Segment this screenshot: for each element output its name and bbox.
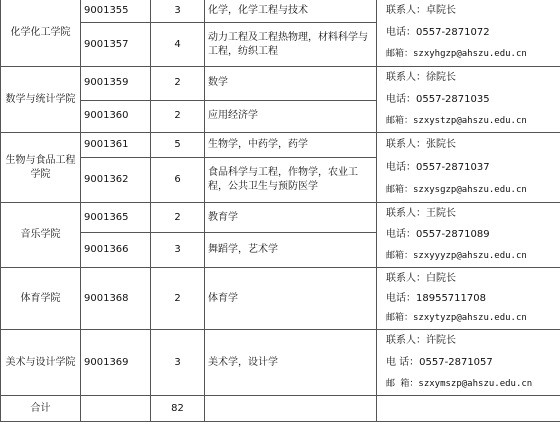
position-code: 9001362 [81, 158, 151, 203]
table-row [1, 330, 560, 396]
empty-cell [205, 396, 377, 422]
table-row [1, 0, 560, 23]
contact-phone: 电话：18955711708 [386, 292, 557, 305]
contact-email: 邮箱：szxyhgzp@ahszu.edu.cn [386, 48, 557, 61]
position-code: 9001366 [81, 233, 151, 268]
headcount: 3 [151, 0, 205, 23]
major-requirement: 生物学，中药学，药学 [205, 133, 377, 158]
contact-email: 邮 箱：szxymszp@ahszu.edu.cn [386, 378, 557, 391]
total-label: 合计 [1, 396, 81, 422]
position-code: 9001359 [81, 67, 151, 101]
contact-cell [377, 0, 560, 67]
empty-cell [81, 396, 151, 422]
contact-cell [377, 330, 560, 396]
contact-phone: 电话：0557-2871037 [386, 161, 557, 174]
total-count: 82 [151, 396, 205, 422]
contact-cell [377, 203, 560, 268]
college-name: 化学化工学院 [1, 0, 81, 67]
major-requirement: 教育学 [205, 203, 377, 233]
contact-person: 联系人：张院长 [386, 138, 557, 151]
contact-email: 邮箱：szxytyzp@ahszu.edu.cn [386, 312, 557, 325]
major-requirement: 应用经济学 [205, 100, 377, 133]
college-name: 数学与统计学院 [1, 67, 81, 133]
headcount: 3 [151, 233, 205, 268]
major-requirement: 食品科学与工程，作物学，农业工程，公共卫生与预防医学 [205, 158, 377, 203]
contact-person: 联系人：徐院长 [386, 71, 557, 84]
position-code: 9001357 [81, 23, 151, 67]
table-row [1, 203, 560, 233]
major-requirement: 化学，化学工程与技术 [205, 0, 377, 23]
position-code: 9001360 [81, 100, 151, 133]
major-requirement: 体育学 [205, 268, 377, 330]
college-name: 体育学院 [1, 268, 81, 330]
headcount: 2 [151, 268, 205, 330]
position-code: 9001361 [81, 133, 151, 158]
contact-person: 联系人：白院长 [386, 272, 557, 285]
headcount: 6 [151, 158, 205, 203]
position-code: 9001365 [81, 203, 151, 233]
major-requirement: 美术学，设计学 [205, 330, 377, 396]
college-name: 美术与设计学院 [1, 330, 81, 396]
headcount: 3 [151, 330, 205, 396]
empty-cell [377, 396, 560, 422]
contact-person: 联系人：许院长 [386, 334, 557, 347]
contact-cell [377, 67, 560, 133]
headcount: 5 [151, 133, 205, 158]
position-code: 9001368 [81, 268, 151, 330]
contact-cell [377, 133, 560, 203]
contact-person: 联系人：王院长 [386, 207, 557, 220]
college-name: 生物与食品工程学院 [1, 133, 81, 203]
contact-email: 邮箱：szxystzp@ahszu.edu.cn [386, 115, 557, 128]
contact-cell [377, 268, 560, 330]
college-name: 音乐学院 [1, 203, 81, 268]
contact-phone: 电话：0557-2871072 [386, 26, 557, 39]
table-row [1, 268, 560, 330]
headcount: 2 [151, 100, 205, 133]
major-requirement: 数学 [205, 67, 377, 101]
contact-phone: 电话：0557-2871035 [386, 93, 557, 106]
total-row [1, 396, 560, 422]
contact-email: 邮箱：szxyyyzp@ahszu.edu.cn [386, 250, 557, 263]
major-requirement: 动力工程及工程热物理，材料科学与工程，纺织工程 [205, 23, 377, 67]
headcount: 2 [151, 67, 205, 101]
contact-email: 邮箱：szxysgzp@ahszu.edu.cn [386, 184, 557, 197]
contact-phone: 电 话：0557-2871057 [386, 356, 557, 369]
headcount: 2 [151, 203, 205, 233]
contact-phone: 电话：0557-2871089 [386, 228, 557, 241]
table-row [1, 133, 560, 158]
contact-person: 联系人：卓院长 [386, 4, 557, 17]
position-code: 9001355 [81, 0, 151, 23]
position-code: 9001369 [81, 330, 151, 396]
headcount: 4 [151, 23, 205, 67]
major-requirement: 舞蹈学，艺术学 [205, 233, 377, 268]
table-row [1, 67, 560, 101]
